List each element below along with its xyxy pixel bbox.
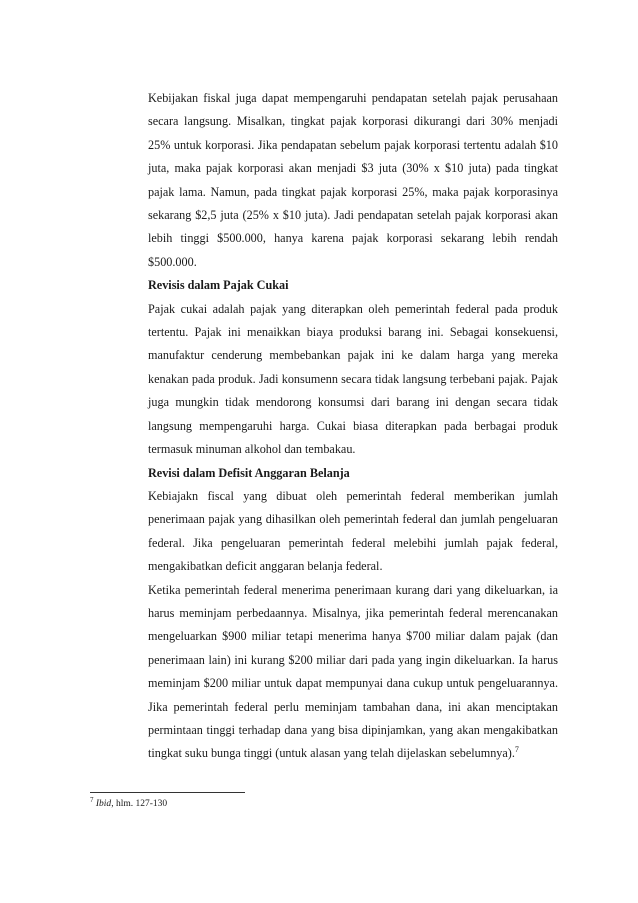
footnote-number: 7 — [90, 795, 94, 804]
footnote-ibid: Ibid — [95, 799, 112, 809]
paragraph-fiscal-policy-budget: Kebiajakn fiscal yang dibuat oleh pemerintah federal memberikan jumlah penerimaan pajak yang dihasilkan oleh pemerintah federal dan jumlah pengeluaran federal. Jika pengeluaran pemerintah federal melebihi jumlah pajak federal, mengakibatkan deficit anggaran belanja federal. — [148, 488, 558, 574]
body-text — [148, 87, 558, 766]
paragraph-excise-tax: Pajak cukai adalah pajak yang diterapkan oleh pemerintah federal pada produk tertentu. Pajak ini menaikkan biaya produksi barang ini. Sebagai konsekuensi, manufaktur cenderung membebankan pajak ini ke dalam harga yang mereka kenakan pada produk. Jadi konsumenn secara tidak langsung terbebani pajak. Pajak juga mungkin tidak mendorong konsumsi dari barang ini dengan secara tidak langsung mempengaruhi harga. Cukai biasa diterapkan pada berbagai produk termasuk minuman alkohol dan tembakau. — [148, 301, 558, 457]
heading-excise-tax: Revisis dalam Pajak Cukai — [148, 278, 289, 293]
footnote-divider — [90, 792, 245, 793]
footnote-citation: , hlm. 127-130 — [111, 799, 168, 809]
paragraph-government-borrowing-text: Ketika pemerintah federal menerima penerimaan kurang dari yang dikeluarkan, ia harus meminjam perbedaannya. Misalnya, jika pemerintah federal merencanakan mengeluarkan $900 miliar tetapi menerima hanya $700 miliar dalam pajak (dan penerimaan lain) ini kurang $200 miliar dari pada yang ingin dikeluarkan. Ia harus meminjam $200 miliar untuk dapat mempunyai dana cukup untuk pengeluarannya. Jika pemerintah federal perlu meminjam tambahan dana, ini akan menciptakan permintaan tinggi terhadap dana yang bisa dipinjamkan, yang akan mengakibatkan tingkat suku bunga tinggi (untuk alasan yang telah dijelaskan sebelumnya). — [148, 582, 558, 761]
paragraph-government-borrowing — [148, 579, 558, 766]
footnote — [90, 795, 168, 810]
paragraph-fiscal-policy-corporate-tax: Kebijakan fiskal juga dapat mempengaruhi pendapatan setelah pajak perusahaan secara langsung. Misalkan, tingkat pajak korporasi dikurangi dari 30% menjadi 25% untuk korporasi. Jika pendapatan sebelum pajak korporasi tertentu adalah $10 juta, maka pajak korporasi akan menjadi $3 juta (30% x $10 juta) pada tingkat pajak lama. Namun, pada tingkat pajak korporasi 25%, maka pajak korporasinya sekarang $2,5 juta (25% x $10 juta). Jadi pendapatan setelah pajak korporasi akan lebih tinggi $500.000, hanya karena pajak korporasi sekarang lebih rendah $500.000. — [148, 91, 558, 269]
footnote-reference: 7 — [514, 745, 519, 755]
heading-budget-deficit: Revisi dalam Defisit Anggaran Belanja — [148, 465, 350, 480]
